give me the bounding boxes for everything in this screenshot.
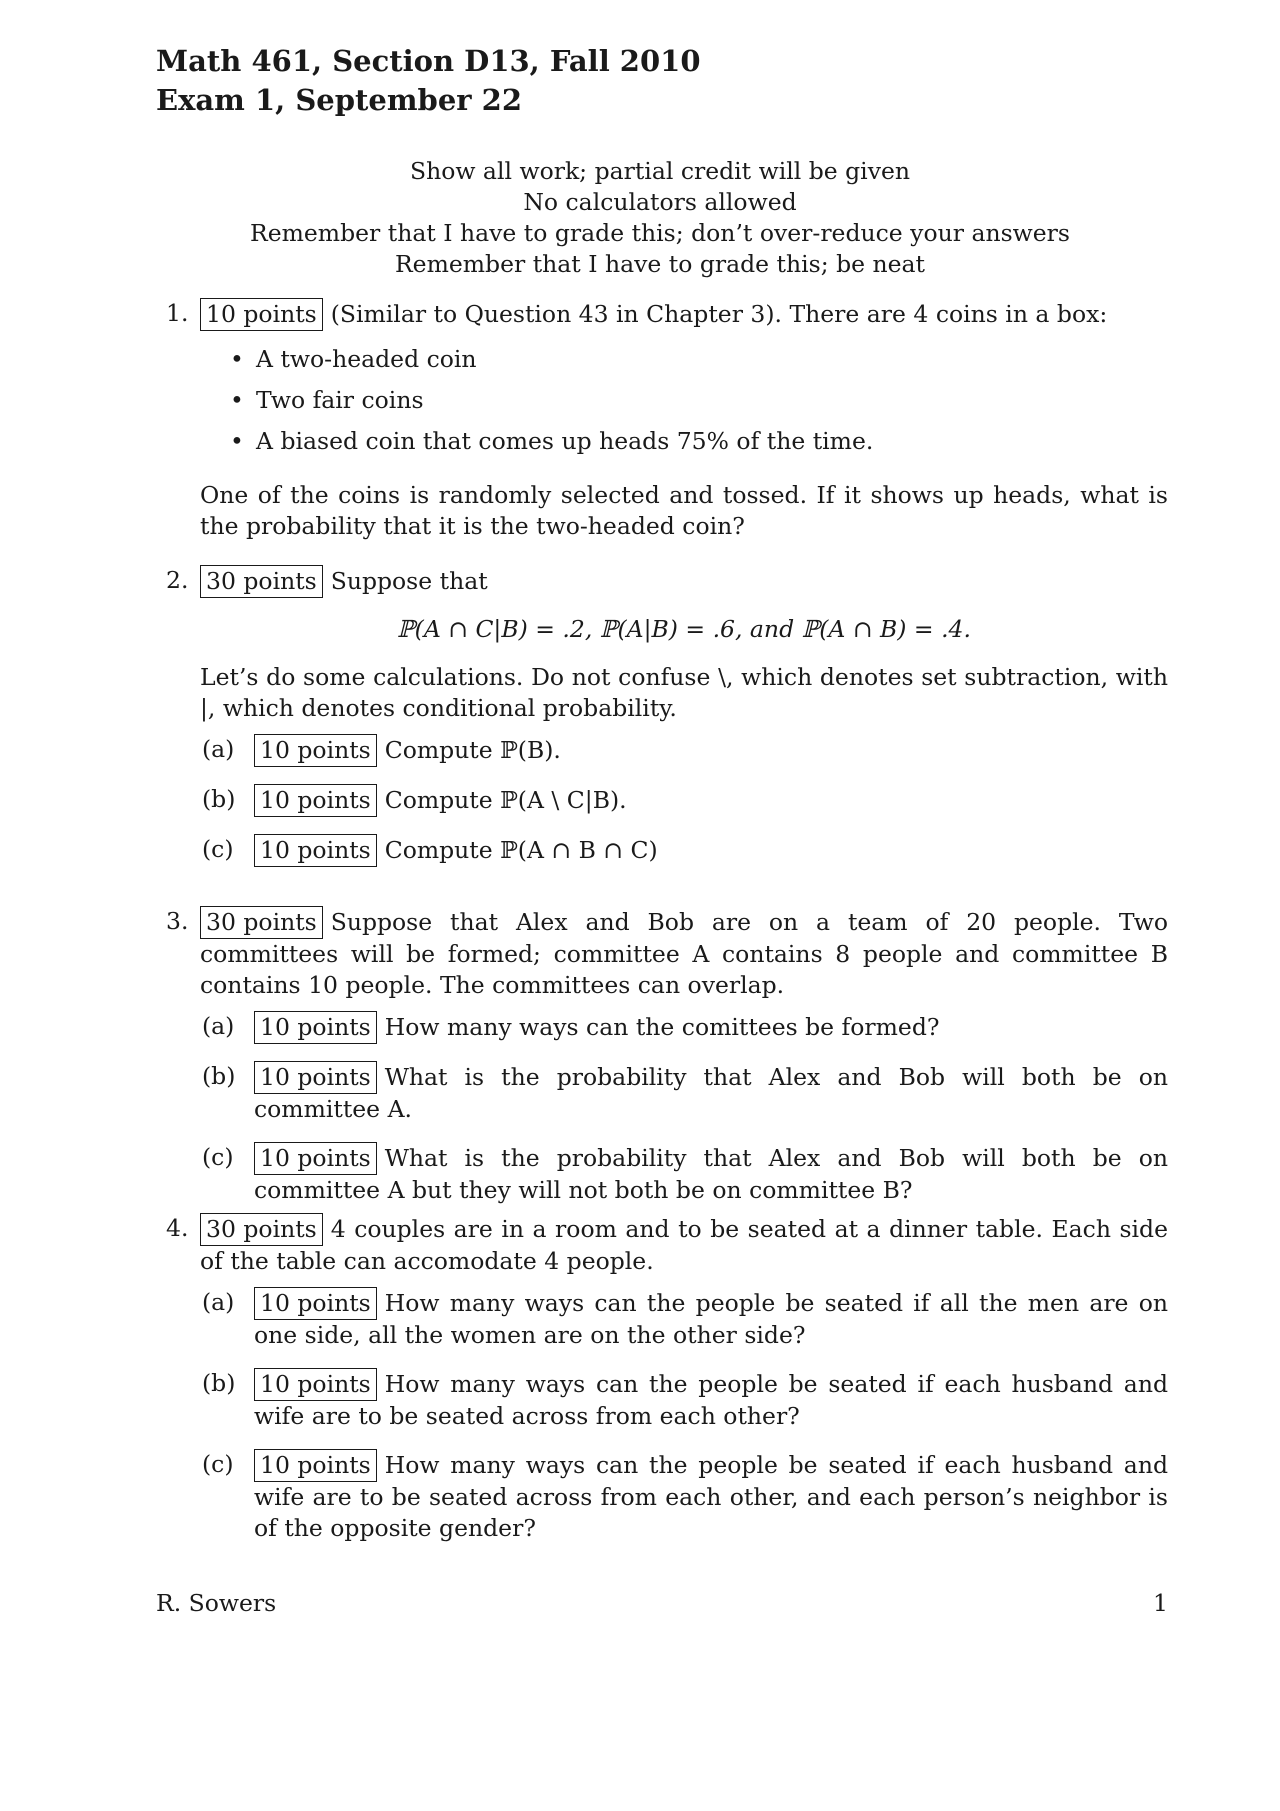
subquestion-label: (c) [202, 1143, 234, 1171]
subquestion [202, 1061, 1168, 1125]
points-box: 10 points [200, 298, 323, 331]
question-intro: Suppose that [330, 567, 488, 595]
page-number: 1 [1153, 1589, 1168, 1617]
subquestion [202, 1011, 1168, 1044]
points-box: 10 points [254, 784, 377, 817]
page-footer [156, 1588, 1168, 1619]
question-number: 4. [166, 1214, 189, 1242]
subquestion [202, 1368, 1168, 1432]
coin-list [230, 344, 1168, 467]
points-box: 10 points [254, 1142, 377, 1175]
exam-date-heading: Exam 1, September 22 [156, 83, 522, 117]
subquestion-text: What is the probability that Alex and Bob will both be on committee A but they will not both be on committee B? [254, 1144, 1168, 1204]
subquestion-label: (a) [202, 1012, 235, 1040]
instruction-line: Show all work; partial credit will be given [409, 157, 911, 185]
question-number: 2. [166, 566, 189, 594]
points-box: 10 points [254, 1449, 377, 1482]
exam-title [156, 42, 701, 120]
question-number: 1. [166, 299, 189, 327]
points-box: 10 points [254, 734, 377, 767]
subquestion-label: (b) [202, 785, 236, 813]
points-box: 30 points [200, 565, 323, 598]
points-box: 30 points [200, 906, 323, 939]
bullet-icon: • [230, 427, 244, 455]
question-4 [156, 1213, 1168, 1561]
subquestion [202, 784, 1168, 817]
points-box: 10 points [254, 1011, 377, 1044]
bullet-icon: • [230, 386, 244, 414]
list-item-text: A biased coin that comes up heads 75% of the time. [256, 427, 874, 455]
subquestion [202, 734, 1168, 767]
instruction-line: Remember that I have to grade this; don’t over-reduce your answers [250, 219, 1070, 247]
question-2 [156, 565, 1168, 884]
points-box: 10 points [254, 1287, 377, 1320]
points-box: 10 points [254, 1368, 377, 1401]
subquestion-text: Compute ℙ(A \ C|B). [384, 786, 627, 814]
subquestion-label: (c) [202, 1450, 234, 1478]
instruction-line: No calculators allowed [523, 188, 797, 216]
subquestion-label: (a) [202, 1288, 235, 1316]
question-text: Let’s do some calculations. Do not confuse \, which denotes set subtraction, with |, which denotes conditional probability. [200, 663, 1168, 722]
list-item [230, 344, 1168, 385]
subquestion-text: Compute ℙ(A ∩ B ∩ C) [384, 836, 658, 864]
question-text: 4 couples are in a room and to be seated at a dinner table. Each side of the table can accomodate 4 people. [200, 1215, 1168, 1275]
points-box: 30 points [200, 1213, 323, 1246]
instruction-line: Remember that I have to grade this; be neat [394, 250, 925, 278]
question-1 [156, 298, 1168, 542]
subquestion-label: (a) [202, 735, 235, 763]
points-box: 10 points [254, 1061, 377, 1094]
subquestion [202, 1287, 1168, 1351]
question-intro: (Similar to Question 43 in Chapter 3). There are 4 coins in a box: [330, 300, 1108, 328]
subquestion-label: (b) [202, 1369, 236, 1397]
subquestion-text: How many ways can the people be seated if each husband and wife are to be seated across from each other? [254, 1370, 1168, 1430]
given-equations: ℙ(A ∩ C|B) = .2, ℙ(A|B) = .6, and ℙ(A ∩ B) = .4. [397, 615, 971, 643]
author-name: R. Sowers [156, 1589, 277, 1617]
question-number: 3. [166, 907, 189, 935]
list-item-text: Two fair coins [256, 386, 424, 414]
subquestion-label: (b) [202, 1062, 236, 1090]
course-heading: Math 461, Section D13, Fall 2010 [156, 44, 701, 78]
bullet-icon: • [230, 345, 244, 373]
subquestion-label: (c) [202, 835, 234, 863]
instructions [0, 156, 1280, 280]
subquestion-text: How many ways can the comittees be formed? [384, 1013, 940, 1041]
subquestion [202, 834, 1168, 867]
question-text: Suppose that Alex and Bob are on a team of 20 people. Two committees will be formed; committee A contains 8 people and committee B contains 10 people. The committees can overlap. [200, 908, 1168, 999]
list-item-text: A two-headed coin [256, 345, 477, 373]
list-item [230, 385, 1168, 426]
subquestion [202, 1449, 1168, 1544]
subquestion [202, 1142, 1168, 1206]
list-item [230, 426, 1168, 467]
subquestion-text: Compute ℙ(B). [384, 736, 561, 764]
subquestion-text: How many ways can the people be seated if all the men are on one side, all the women are on the other side? [254, 1289, 1168, 1349]
question-text: One of the coins is randomly selected and tossed. If it shows up heads, what is the probability that it is the two-headed coin? [200, 481, 1168, 540]
subquestion-text: What is the probability that Alex and Bob will both be on committee A. [254, 1063, 1168, 1123]
points-box: 10 points [254, 834, 377, 867]
subquestion-text: How many ways can the people be seated if each husband and wife are to be seated across from each other, and each person’s neighbor is of the opposite gender? [254, 1451, 1168, 1542]
question-3 [156, 906, 1168, 1223]
